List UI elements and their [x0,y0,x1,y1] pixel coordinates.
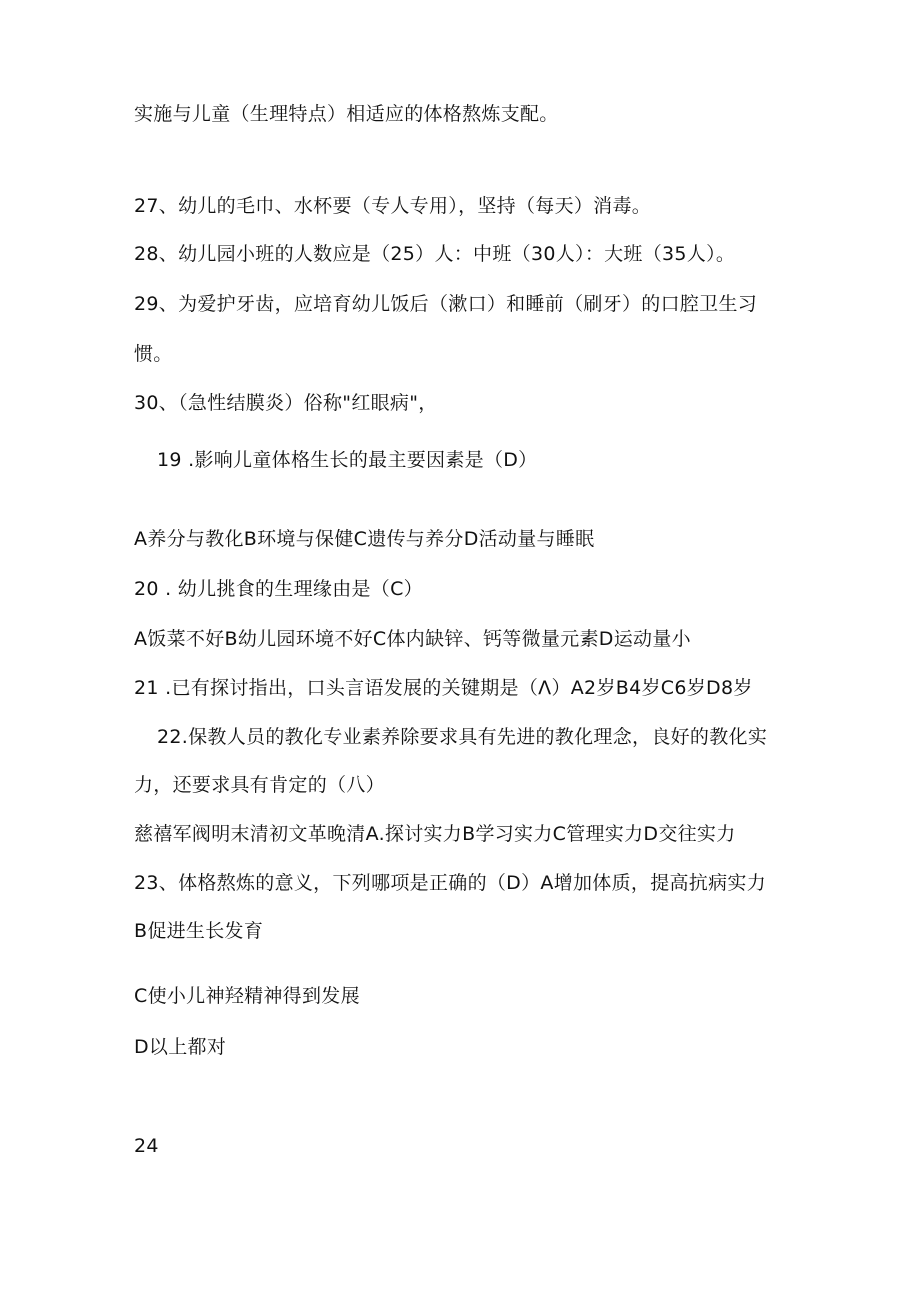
text-line: 28、幼儿园小班的人数应是（25）人：中班（30人）：大班（35人）。 [134,243,736,265]
text-line: 21 .已有探讨指出，口头言语发展的关键期是（Λ）A2岁B4岁C6岁D8岁 [134,677,753,699]
text-line: 24 [134,1135,159,1157]
text-line: B促进生长发育 [134,920,264,942]
text-line: 29、为爱护牙齿，应培育幼儿饭后（漱口）和睡前（刷牙）的口腔卫生习 [134,293,758,315]
text-line: A饭菜不好B幼儿园环境不好C体内缺锌、钙等微量元素D运动量小 [134,628,691,650]
text-line: 力，还要求具有肯定的（八） [134,774,385,796]
text-line: 19 .影响儿童体格生长的最主要因素是（D） [157,449,538,471]
text-line: 实施与儿童（生理特点）相适应的体格熬炼支配。 [134,103,559,125]
text-line: 慈禧军阀明末清初文革晚清A.探讨实力B学习实力C管理实力D交往实力 [134,823,736,845]
text-line: C使小儿神羟精神得到发展 [134,985,360,1007]
text-line: 23、体格熬炼的意义，下列哪项是正确的（D）A增加体质，提高抗病实力 [134,872,767,894]
text-line: D以上都对 [134,1036,227,1058]
text-line: 30、（急性结膜炎）俗称"红眼病"， [134,392,438,414]
text-line: 惯。 [134,343,173,365]
text-line: 22.保教人员的教化专业素养除要求具有先进的教化理念，良好的教化实 [157,726,768,748]
text-line: 20 . 幼儿挑食的生理缘由是（C） [134,578,423,600]
text-line: A养分与教化B环境与保健C遗传与养分D活动量与睡眠 [134,528,595,550]
text-line: 27、幼儿的毛巾、水杯要（专人专用），坚持（每天）消毒。 [134,195,652,217]
